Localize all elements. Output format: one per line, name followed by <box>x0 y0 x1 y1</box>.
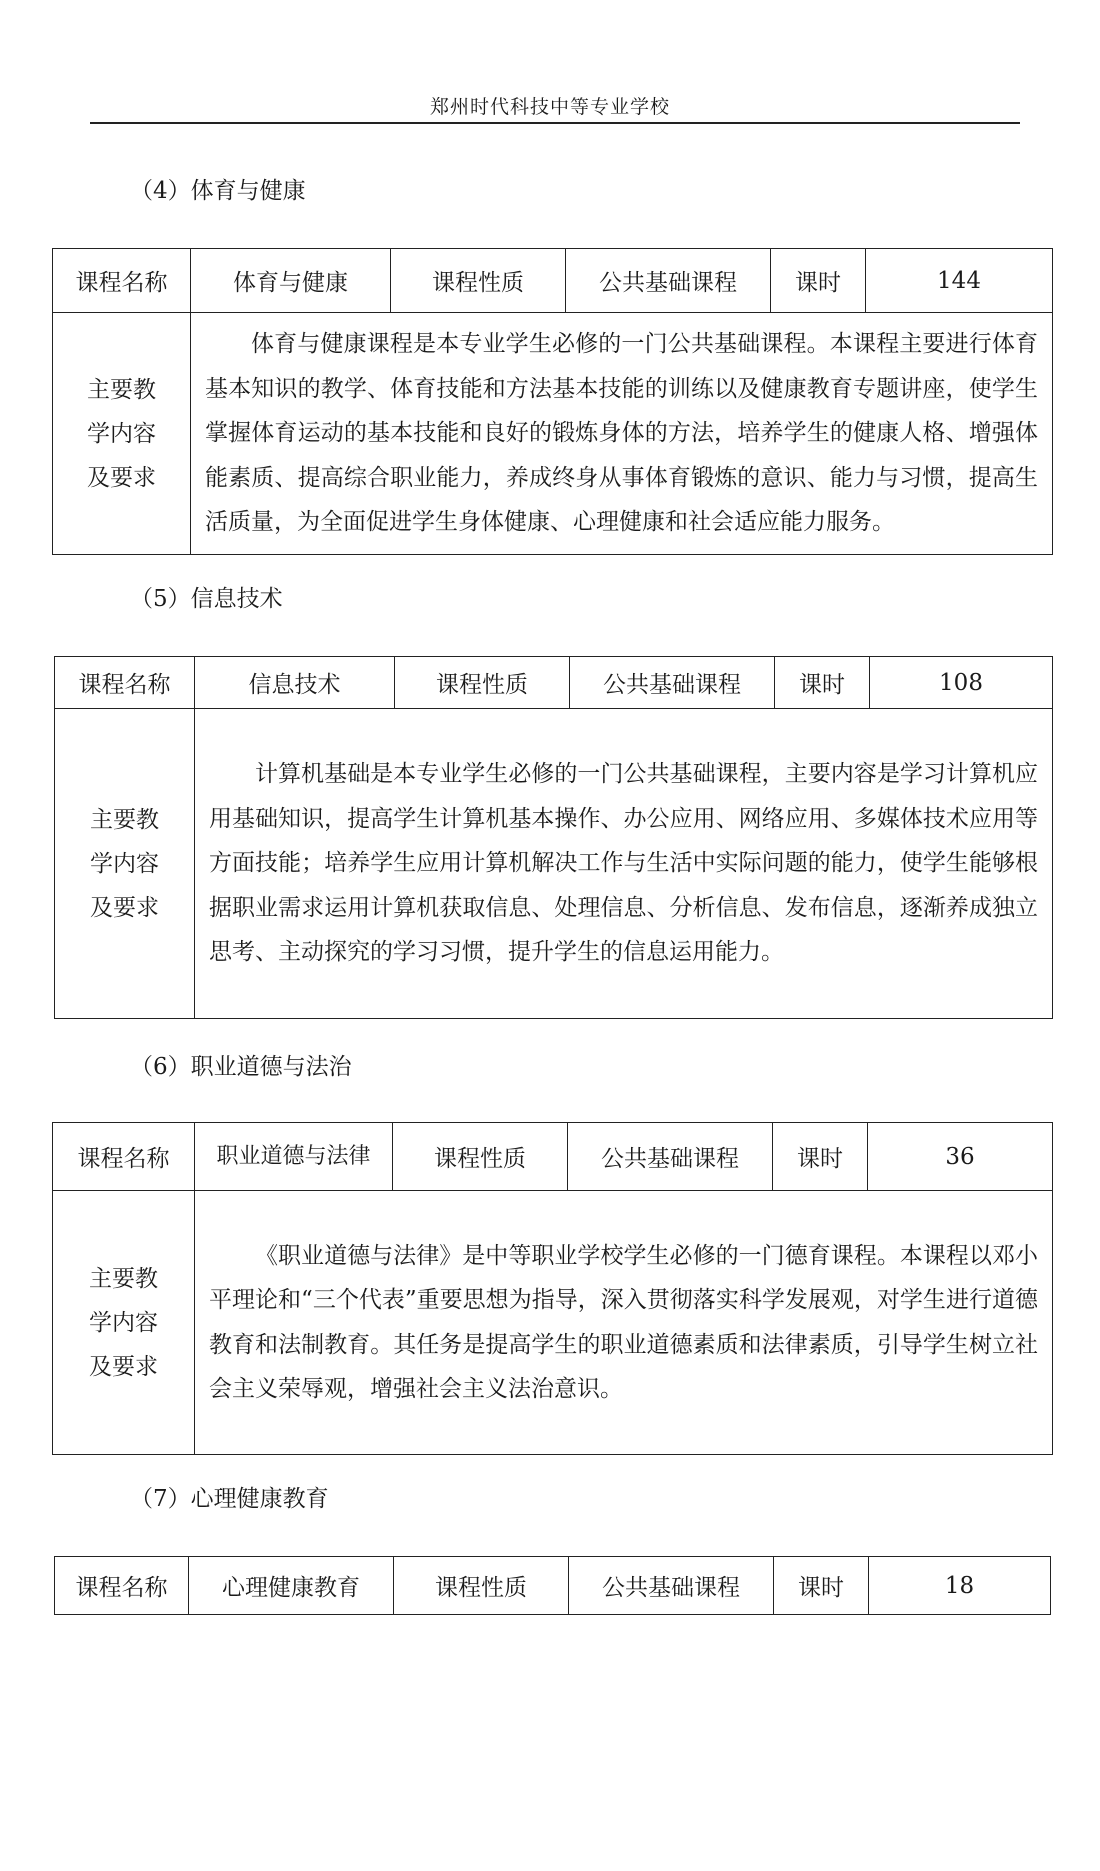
course-nature-label: 课程性质 <box>393 1123 568 1191</box>
course-table-6 <box>52 1122 1053 1455</box>
course-nature-label: 课程性质 <box>395 657 570 709</box>
hours-value: 18 <box>869 1557 1051 1615</box>
course-nature-label: 课程性质 <box>394 1557 569 1615</box>
course-name-value: 信息技术 <box>195 657 395 709</box>
main-content-text-cell <box>191 313 1053 555</box>
section-heading-7: （7）心理健康教育 <box>130 1486 329 1512</box>
course-name-label: 课程名称 <box>55 1557 189 1615</box>
course-nature-value: 公共基础课程 <box>570 657 775 709</box>
main-content-label-line2: 学内容 <box>90 850 159 877</box>
main-content-label-line1: 主要教 <box>89 1265 158 1292</box>
header-divider <box>90 122 1020 124</box>
course-nature-value: 公共基础课程 <box>569 1557 774 1615</box>
hours-label: 课时 <box>774 1557 869 1615</box>
main-content-paragraph: 体育与健康课程是本专业学生必修的一门公共基础课程。本课程主要进行体育基本知识的教学、体育技能和方法基本技能的训练以及健康教育专题讲座，使学生掌握体育运动的基本技能和良好的锻炼身体的方法，培养学生的健康人格、增强体能素质、提高综合职业能力，养成终身从事体育锻炼的意识、能力与习惯，提高生活质量，为全面促进学生身体健康、心理健康和社会适应能力服务。 <box>205 331 1038 536</box>
course-table-5 <box>54 656 1053 1019</box>
table-header-row <box>55 1557 1051 1615</box>
table-content-row <box>55 709 1053 1019</box>
main-content-label <box>53 313 191 555</box>
main-content-label-line2: 学内容 <box>89 1309 158 1336</box>
section-heading-4: （4）体育与健康 <box>130 178 306 204</box>
school-header-title: 郑州时代科技中等专业学校 <box>429 96 670 118</box>
main-content-label-line2: 学内容 <box>87 420 156 447</box>
table-header-row <box>55 657 1053 709</box>
table-header-row <box>53 249 1053 313</box>
hours-value: 36 <box>868 1123 1053 1191</box>
main-content-label-line1: 主要教 <box>90 806 159 833</box>
main-content-text-cell <box>195 1191 1053 1455</box>
hours-value: 108 <box>870 657 1053 709</box>
main-content-paragraph: 《职业道德与法律》是中等职业学校学生必修的一门德育课程。本课程以邓小平理论和“三个代表”重要思想为指导，深入贯彻落实科学发展观，对学生进行道德教育和法制教育。其任务是提高学生的职业道德素质和法律素质，引导学生树立社会主义荣辱观，增强社会主义法治意识。 <box>209 1242 1038 1402</box>
main-content-text-cell <box>195 709 1053 1019</box>
main-content-label-line3: 及要求 <box>89 1353 158 1380</box>
main-content-label-line3: 及要求 <box>87 464 156 491</box>
main-content-label-line1: 主要教 <box>87 376 156 403</box>
course-name-value: 心理健康教育 <box>189 1557 394 1615</box>
table-content-row <box>53 313 1053 555</box>
course-name-label: 课程名称 <box>53 1123 195 1191</box>
main-content-label <box>53 1191 195 1455</box>
course-name-value: 职业道德与法律 <box>195 1123 393 1191</box>
main-content-label-line3: 及要求 <box>90 894 159 921</box>
course-table-7 <box>54 1556 1051 1615</box>
hours-label: 课时 <box>771 249 866 313</box>
course-nature-label: 课程性质 <box>391 249 566 313</box>
course-name-label: 课程名称 <box>55 657 195 709</box>
main-content-label <box>55 709 195 1019</box>
course-nature-value: 公共基础课程 <box>566 249 771 313</box>
course-name-value: 体育与健康 <box>191 249 391 313</box>
table-content-row <box>53 1191 1053 1455</box>
section-heading-6: （6）职业道德与法治 <box>130 1054 352 1080</box>
course-table-4 <box>52 248 1053 555</box>
hours-label: 课时 <box>775 657 870 709</box>
course-name-label: 课程名称 <box>53 249 191 313</box>
table-header-row <box>53 1123 1053 1191</box>
hours-value: 144 <box>866 249 1053 313</box>
course-nature-value: 公共基础课程 <box>568 1123 773 1191</box>
hours-label: 课时 <box>773 1123 868 1191</box>
section-heading-5: （5）信息技术 <box>130 586 283 612</box>
main-content-paragraph: 计算机基础是本专业学生必修的一门公共基础课程，主要内容是学习计算机应用基础知识，提高学生计算机基本操作、办公应用、网络应用、多媒体技术应用等方面技能；培养学生应用计算机解决工作与生活中实际问题的能力，使学生能够根据职业需求运用计算机获取信息、处理信息、分析信息、发布信息，逐渐养成独立思考、主动探究的学习习惯，提升学生的信息运用能力。 <box>209 761 1038 966</box>
